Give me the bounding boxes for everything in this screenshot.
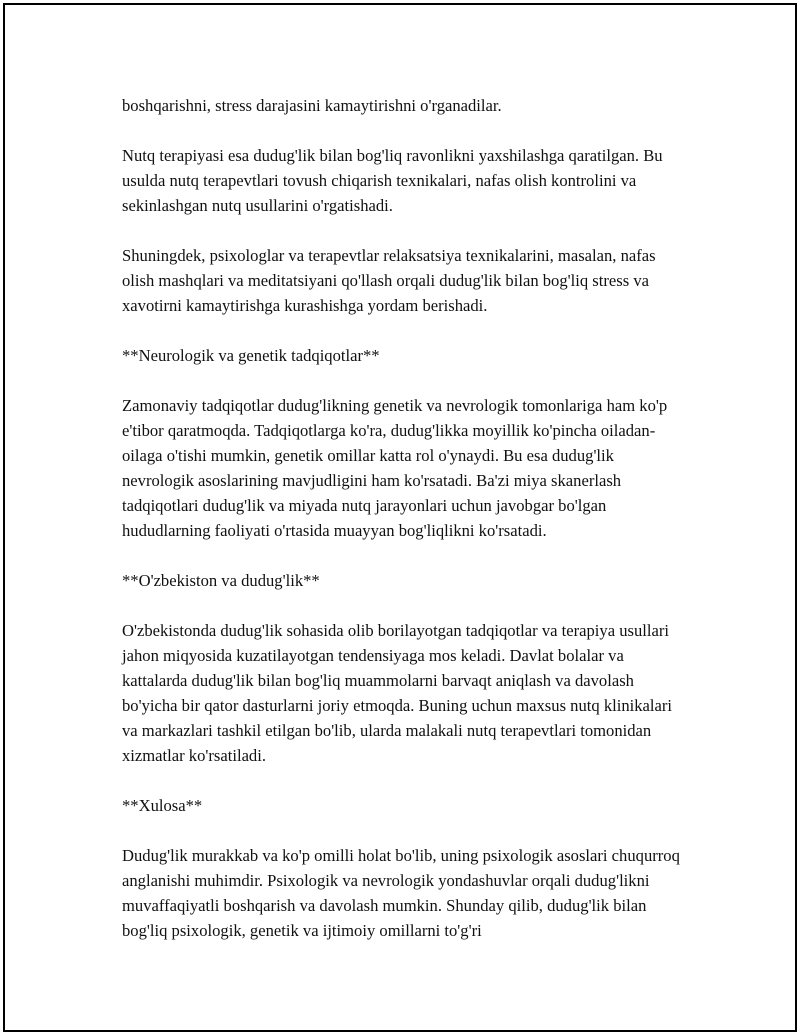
heading-neurologic-research: **Neurologik va genetik tadqiqotlar** [122,346,380,365]
paragraph-genetic-research: Zamonaviy tadqiqotlar dudug'likning genetik va nevrologik tomonlariga ham ko'p e'tibor qaratmoqda. Tadqiqotlarga ko'ra, dudug'likka moyillik ko'pincha oiladan-oilaga o'tishi mumkin, genetik omillar katta rol o'ynaydi. Bu esa dudug'lik nevrologik asoslarining mavjudligini ham ko'rsatadi. Ba'zi miya skanerlash tadqiqotlari dudug'lik va miyada nutq jarayonlari uchun javobgar bo'lgan hududlarning faoliyati o'rtasida muayyan bog'liqlikni ko'rsatadi. [122,396,668,540]
paragraph-uzbekistan: O'zbekistonda dudug'lik sohasida olib borilayotgan tadqiqotlar va terapiya usullari jahon miqyosida kuzatilayotgan tendensiyaga mos keladi. Davlat bolalar va kattalarda dudug'lik bilan bog'liq muammolarni barvaqt aniqlash va davolash bo'yicha bir qator dasturlarni joriy etmoqda. Buning uchun maxsus nutq klinikalari va markazlari tashkil etilgan bo'lib, ularda malakali nutq terapevtlari tomonidan xizmatlar ko'rsatiladi. [122,621,673,765]
paragraph-conclusion: Dudug'lik murakkab va ko'p omilli holat bo'lib, uning psixologik asoslari chuqurroq anglanishi muhimdir. Psixologik va nevrologik yondashuvlar orqali dudug'likni muvaffaqiyatli boshqarish va davolash mumkin. Shunday qilib, dudug'lik bilan bog'liq psixologik, genetik va ijtimoiy omillarni to'g'ri [122,846,680,940]
document-body [122,93,682,968]
paragraph-relaxation: Shuningdek, psixologlar va terapevtlar relaksatsiya texnikalarini, masalan, nafas olish mashqlari va meditatsiyani qo'llash orqali dudug'lik bilan bog'liq stress va xavotirni kamaytirishga kurashishga yordam berishadi. [122,246,656,315]
page-frame [3,3,797,1032]
paragraph-continuation: boshqarishni, stress darajasini kamaytirishni o'rganadilar. [122,96,502,115]
paragraph-speech-therapy: Nutq terapiyasi esa dudug'lik bilan bog'liq ravonlikni yaxshilashga qaratilgan. Bu usulda nutq terapevtlari tovush chiqarish texnikalari, nafas olish kontrolini va sekinlashgan nutq usullarini o'rgatishadi. [122,146,663,215]
heading-conclusion: **Xulosa** [122,796,203,815]
heading-uzbekistan: **O'zbekiston va dudug'lik** [122,571,320,590]
